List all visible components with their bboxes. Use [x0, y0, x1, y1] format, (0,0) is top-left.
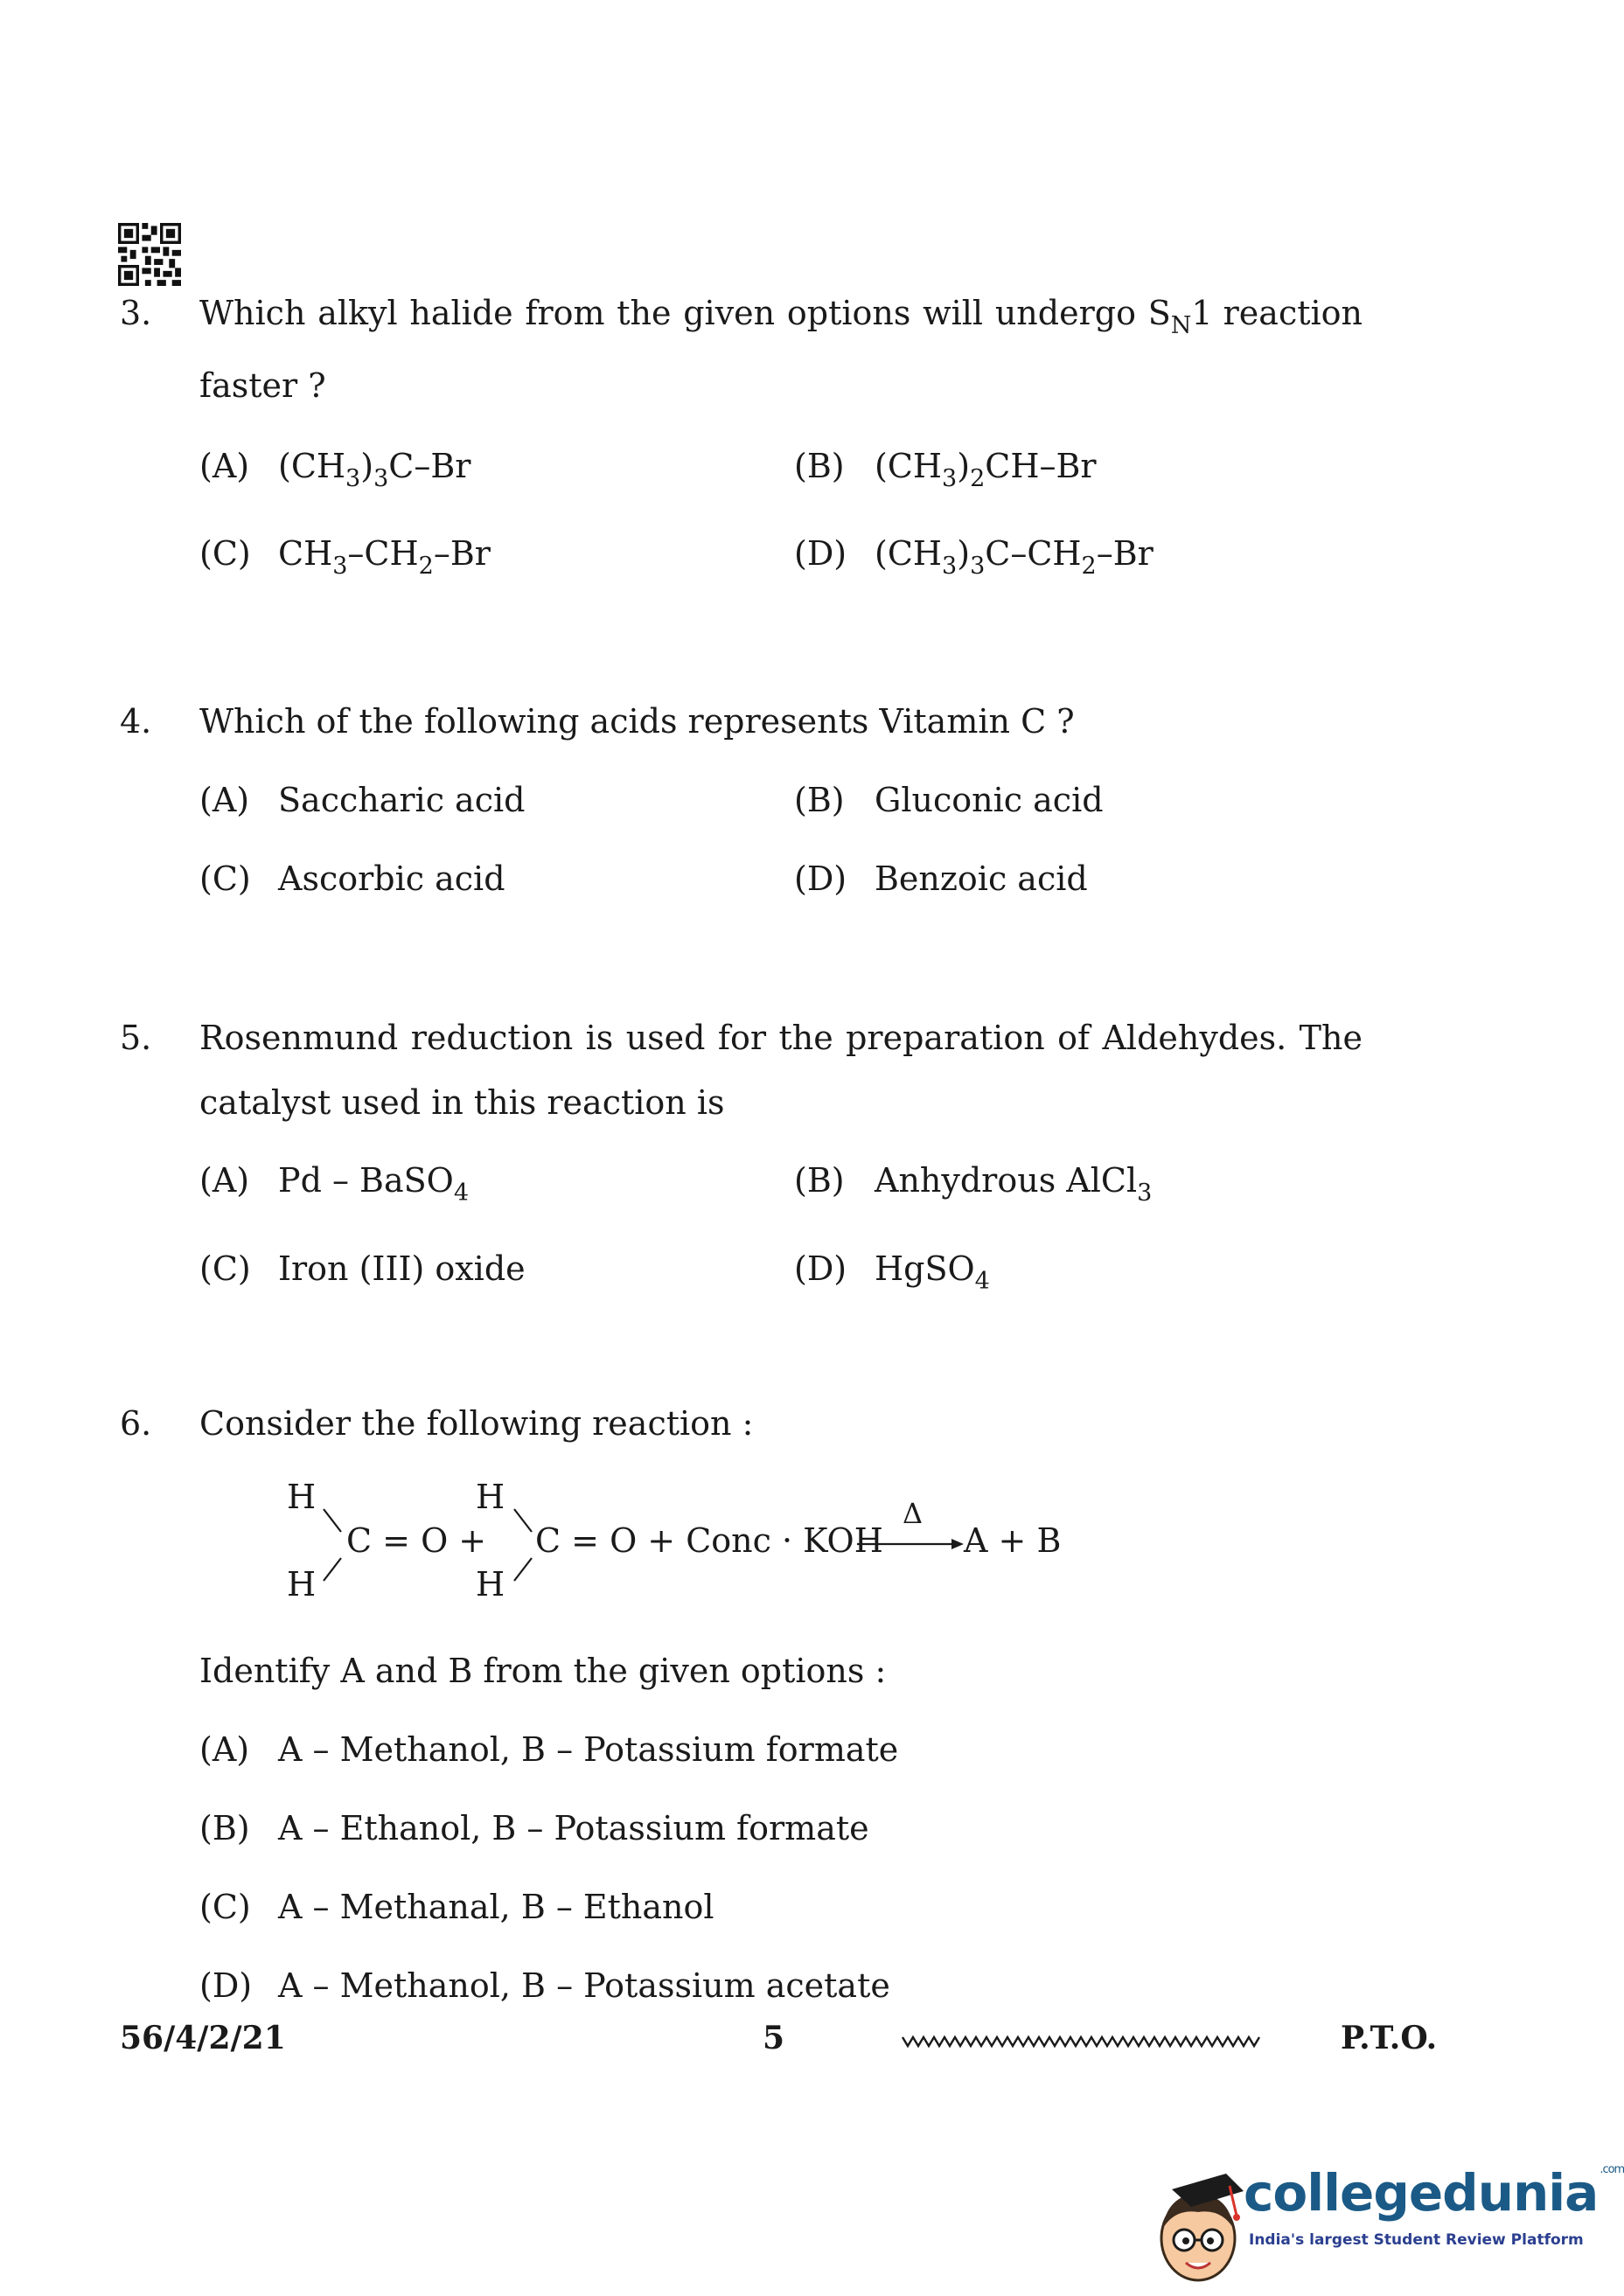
reaction-products: A + B [964, 1521, 1062, 1560]
q5-option-d-text: HgSO$_4$ [875, 1249, 990, 1295]
q3-option-c-label: (C) [199, 534, 251, 573]
q4-option-d-label: (D) [794, 859, 847, 898]
q4-option-b-label: (B) [794, 781, 845, 819]
brand-name: collegedunia $^{.com}$ [1244, 2163, 1624, 2223]
question-5-number: 5. [120, 1019, 152, 1057]
collegedunia-watermark [1146, 2151, 1624, 2291]
q6-option-d-label: (D) [199, 1966, 253, 2005]
q6-option-a-label: (A) [199, 1730, 250, 1769]
reaction-bonds-and-arrow [280, 1478, 1067, 1626]
q3-option-a-label: (A) [199, 447, 250, 485]
q5-option-d-label: (D) [794, 1249, 847, 1288]
pto-label: P.T.O. [1341, 2020, 1438, 2056]
q3-option-c-text: $CH_3-CH_2-Br$ [278, 534, 491, 580]
question-6-text: Consider the following reaction : [199, 1404, 754, 1443]
question-6-number: 6. [120, 1404, 152, 1443]
q3-option-a-text: $(CH_3)_3C-Br$ [278, 447, 471, 492]
q4-option-c-label: (C) [199, 859, 251, 898]
q3-option-d-text: $(CH_3)_3C-CH_2-Br$ [875, 534, 1154, 580]
question-4-number: 4. [120, 702, 152, 741]
formaldehyde-1-co: C = O + [346, 1521, 487, 1560]
q4-option-a-text: Saccharic acid [278, 781, 526, 819]
q6-option-c-text: A – Methanal, B – Ethanol [278, 1888, 714, 1926]
question-4-text: Which of the following acids represents Vitamin C ? [199, 702, 1075, 741]
formaldehyde-1-h-top: H [287, 1478, 317, 1516]
q5-option-b-text: Anhydrous AlCl$_3$ [875, 1161, 1153, 1207]
wavy-line-decoration [901, 2030, 1259, 2051]
delta-symbol: Δ [903, 1497, 924, 1530]
formaldehyde-1-h-bottom: H [287, 1565, 317, 1604]
paper-code: 56/4/2/21 [120, 2020, 286, 2056]
formaldehyde-2-h-top: H [476, 1478, 505, 1516]
question-3-number: 3. [120, 294, 152, 332]
student-mascot-icon [1146, 2151, 1251, 2291]
formaldehyde-2-co-plus-koh: C = O + Conc · KOH [535, 1521, 883, 1560]
q5-option-b-label: (B) [794, 1161, 845, 1200]
q5-option-a-label: (A) [199, 1161, 250, 1200]
q3-option-b-label: (B) [794, 447, 845, 485]
reaction-scheme [280, 1478, 1067, 1626]
question-5-text-line2: catalyst used in this reaction is [199, 1083, 725, 1122]
q3-option-d-label: (D) [794, 534, 847, 573]
sn1-term: $S_N1$ reaction [1147, 294, 1363, 339]
q6-option-b-label: (B) [199, 1809, 250, 1847]
question-3-text-line2: faster ? [199, 366, 326, 405]
q5-option-c-label: (C) [199, 1249, 251, 1288]
question-6-prompt: Identify A and B from the given options : [199, 1652, 887, 1690]
brand-tagline: India's largest Student Review Platform [1249, 2231, 1584, 2249]
formaldehyde-2-h-bottom: H [476, 1565, 505, 1604]
question-5-text-line1: Rosenmund reduction is used for the preparation of Aldehydes. The [199, 1019, 1363, 1057]
page-number: 5 [763, 2020, 785, 2056]
q4-option-b-text: Gluconic acid [875, 781, 1104, 819]
q4-option-a-label: (A) [199, 781, 250, 819]
q6-option-c-label: (C) [199, 1888, 251, 1926]
q6-option-b-text: A – Ethanol, B – Potassium formate [278, 1809, 869, 1847]
q4-option-d-text: Benzoic acid [875, 859, 1088, 898]
qr-code [118, 223, 181, 286]
q6-option-a-text: A – Methanol, B – Potassium formate [278, 1730, 899, 1769]
question-3-text-line1: Which alkyl halide from the given options will undergo $S_N1$ reaction [199, 294, 1363, 339]
q6-option-d-text: A – Methanol, B – Potassium acetate [278, 1966, 890, 2005]
q4-option-c-text: Ascorbic acid [278, 859, 505, 898]
q5-option-a-text: Pd – BaSO$_4$ [278, 1161, 470, 1207]
q5-option-c-text: Iron (III) oxide [278, 1249, 526, 1288]
q3-option-b-text: $(CH_3)_2CH-Br$ [875, 447, 1097, 492]
